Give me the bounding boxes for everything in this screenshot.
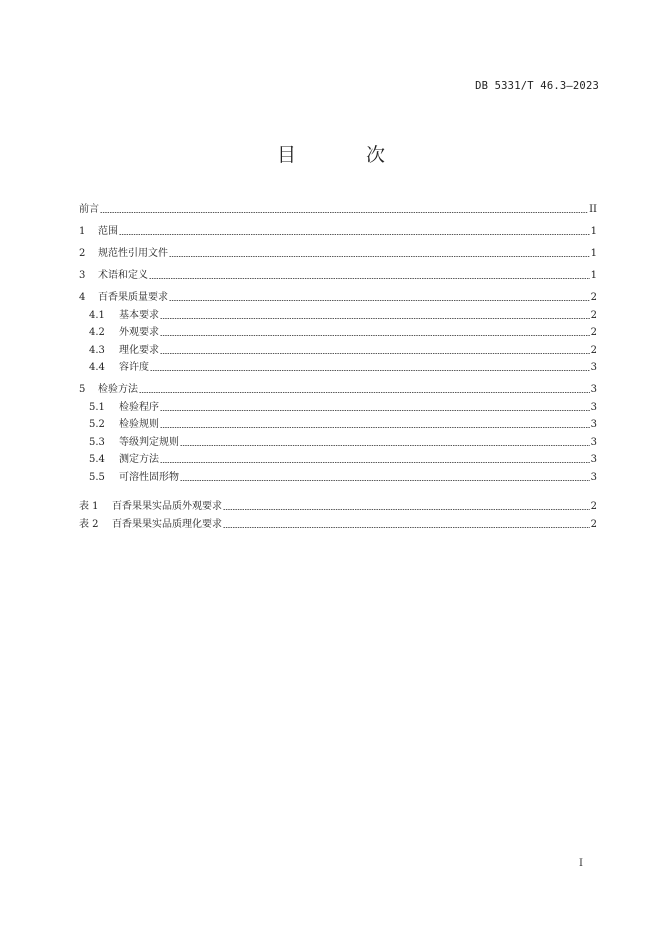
- toc-entry-physicochemical-requirements[interactable]: [79, 342, 597, 360]
- toc-label: 检验程序: [119, 401, 159, 413]
- toc-label: 百香果果实品质外观要求: [112, 501, 222, 512]
- toc-leader-dots: [150, 370, 590, 371]
- toc-number: 5.4: [89, 454, 105, 465]
- toc-label: 外观要求: [119, 327, 159, 338]
- toc-leader-dots: [160, 318, 590, 319]
- toc-number: 4.4: [89, 362, 105, 373]
- toc-label: 检验方法: [98, 384, 138, 395]
- toc-entry-tolerance[interactable]: [79, 359, 597, 377]
- toc-number: 4: [79, 292, 86, 303]
- toc-page-number: II: [589, 204, 597, 215]
- toc-number: 5: [79, 384, 86, 395]
- toc-page-number: 1: [590, 270, 597, 281]
- toc-leader-dots: [223, 509, 590, 510]
- page-number: I: [579, 858, 583, 869]
- toc-entry-foreword[interactable]: [79, 201, 597, 219]
- toc-page-number: 2: [590, 327, 597, 338]
- toc-number: 表 2: [79, 518, 99, 530]
- toc-page-number: 3: [590, 471, 597, 483]
- toc-leader-dots: [119, 234, 590, 235]
- toc-number: 5.3: [89, 436, 105, 448]
- toc-entry-table-1[interactable]: [79, 498, 597, 516]
- toc-page-number: 2: [590, 501, 597, 512]
- toc-page-number: 1: [590, 248, 597, 259]
- toc-entry-normative-references[interactable]: [79, 245, 597, 263]
- toc-label: 检验规则: [119, 419, 159, 430]
- toc-page-number: 2: [590, 344, 597, 356]
- toc-entry-soluble-solids[interactable]: [79, 469, 597, 487]
- toc-label: 可溶性固形物: [119, 471, 179, 483]
- page-title: 目 次: [276, 144, 418, 166]
- toc-label: 基本要求: [119, 309, 159, 321]
- toc-entry-basic-requirements[interactable]: [79, 307, 597, 325]
- toc-leader-dots: [160, 410, 590, 411]
- toc-leader-dots: [180, 480, 590, 481]
- toc-leader-dots: [160, 353, 590, 354]
- toc-label: 规范性引用文件: [98, 248, 168, 259]
- toc-leader-dots: [139, 392, 590, 393]
- toc-entry-scope[interactable]: [79, 223, 597, 241]
- toc-leader-dots: [169, 300, 590, 301]
- toc-leader-dots: [100, 212, 588, 213]
- toc-page-number: 3: [590, 401, 597, 413]
- toc-page-number: 3: [590, 419, 597, 430]
- toc-entry-test-rules[interactable]: [79, 416, 597, 434]
- toc-leader-dots: [160, 427, 590, 428]
- toc-page-number: 3: [590, 362, 597, 373]
- toc-number: 3: [79, 270, 86, 281]
- toc-number: 4.3: [89, 344, 105, 356]
- toc-leader-dots: [223, 527, 590, 528]
- toc-number: 2: [79, 248, 86, 259]
- toc-label: 百香果果实品质理化要求: [112, 518, 222, 530]
- toc-entry-quality-requirements[interactable]: [79, 289, 597, 307]
- toc-label: 百香果质量要求: [98, 292, 168, 303]
- toc-entry-appearance-requirements[interactable]: [79, 324, 597, 342]
- toc-number: 5.2: [89, 419, 105, 430]
- document-code: DB 5331/T 46.3—2023: [475, 80, 599, 92]
- toc-entry-test-methods[interactable]: [79, 381, 597, 399]
- toc-number: 4.1: [89, 309, 105, 321]
- toc-number: 4.2: [89, 327, 105, 338]
- toc-number: 5.5: [89, 471, 105, 483]
- toc-label: 测定方法: [119, 454, 159, 465]
- toc-label: 等级判定规则: [119, 436, 179, 448]
- toc-page-number: 3: [590, 384, 597, 395]
- toc-label: 前言: [79, 204, 99, 215]
- toc-label: 容许度: [119, 362, 149, 373]
- toc-page-number: 2: [590, 518, 597, 530]
- toc-leader-dots: [180, 445, 590, 446]
- toc-leader-dots: [169, 256, 590, 257]
- toc-entry-table-2[interactable]: [79, 516, 597, 534]
- toc-page-number: 2: [590, 292, 597, 303]
- toc-leader-dots: [149, 278, 590, 279]
- toc-number: 5.1: [89, 401, 105, 413]
- toc-page-number: 1: [590, 226, 597, 237]
- toc-number: 1: [79, 226, 86, 237]
- toc-label: 理化要求: [119, 344, 159, 356]
- toc-leader-dots: [160, 462, 590, 463]
- toc-entry-test-procedure[interactable]: [79, 399, 597, 417]
- toc-label: 术语和定义: [98, 270, 148, 281]
- table-of-contents: [79, 201, 597, 533]
- toc-entry-measurement-methods[interactable]: [79, 451, 597, 469]
- toc-label: 范围: [98, 226, 118, 237]
- toc-page-number: 3: [590, 454, 597, 465]
- toc-page-number: 3: [590, 436, 597, 448]
- toc-entry-grading-rules[interactable]: [79, 434, 597, 452]
- toc-entry-terms-definitions[interactable]: [79, 267, 597, 285]
- toc-number: 表 1: [79, 501, 99, 512]
- toc-leader-dots: [160, 335, 590, 336]
- toc-page-number: 2: [590, 309, 597, 321]
